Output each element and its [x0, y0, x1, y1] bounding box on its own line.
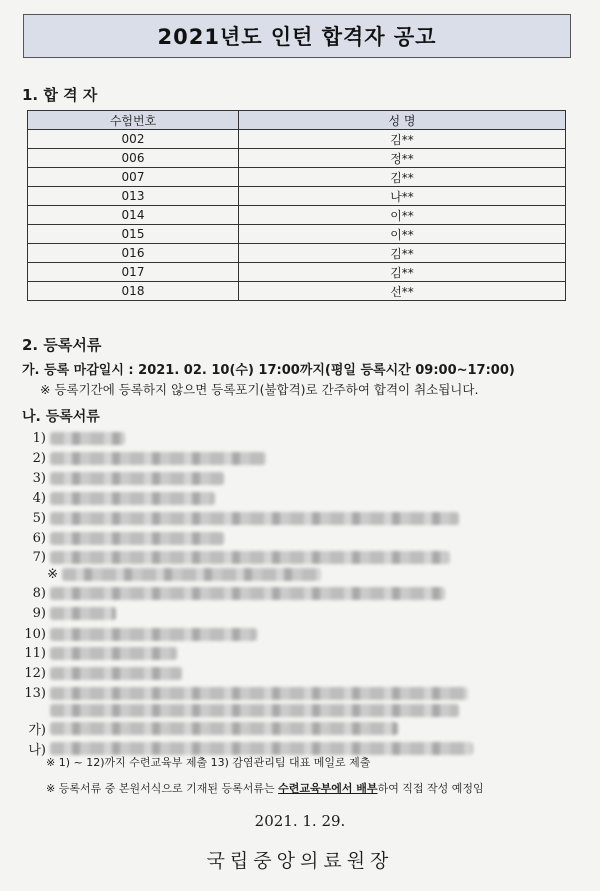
redacted-text	[50, 742, 473, 755]
document-item-number: 13)	[24, 685, 46, 701]
redacted-text	[50, 452, 266, 465]
document-item	[18, 626, 257, 642]
redacted-text	[50, 647, 177, 660]
name-cell: 정**	[239, 149, 566, 168]
document-item-number: 9)	[32, 605, 46, 621]
notice-date: 2021. 1. 29.	[254, 812, 346, 830]
section1-heading: 1. 합 격 자	[22, 86, 98, 104]
table-row	[28, 244, 566, 263]
redacted-text	[50, 667, 182, 680]
exam-number-cell: 013	[28, 187, 239, 206]
exam-number-cell: 015	[28, 225, 239, 244]
redacted-text	[62, 568, 321, 581]
document-item-number: 나)	[28, 742, 46, 758]
table-row	[28, 149, 566, 168]
exam-number-cell: 002	[28, 130, 239, 149]
document-item	[18, 430, 125, 446]
document-item	[18, 585, 445, 601]
table-row	[28, 263, 566, 282]
table-row	[28, 225, 566, 244]
exam-number-cell: 007	[28, 168, 239, 187]
document-item	[18, 720, 398, 736]
section2-heading: 2. 등록서류	[22, 336, 102, 354]
name-cell: 김**	[239, 263, 566, 282]
redacted-text	[50, 432, 125, 445]
document-item-number: 가)	[28, 722, 46, 738]
document-item	[30, 566, 321, 582]
document-item	[18, 470, 224, 486]
document-item	[18, 702, 459, 718]
submission-note: ※ 1) ~ 12)까지 수련교육부 제출 13) 감염관리팀 대표 메일로 제출	[46, 756, 371, 769]
redacted-text	[50, 512, 459, 525]
name-cell: 선**	[239, 282, 566, 301]
notice-title: 2021년도 인턴 합격자 공고	[157, 25, 437, 49]
exam-number-cell: 016	[28, 244, 239, 263]
redacted-text	[50, 532, 224, 545]
document-item-number: 4)	[32, 490, 46, 506]
document-item-number: 10)	[24, 626, 46, 642]
redacted-text	[50, 551, 450, 564]
name-cell: 이**	[239, 206, 566, 225]
redacted-text	[50, 587, 445, 600]
document-item-number: 5)	[32, 510, 46, 526]
document-item-number: 6)	[32, 530, 46, 546]
document-item-number: 8)	[32, 585, 46, 601]
exam-number-cell: 006	[28, 149, 239, 168]
form-note-emphasis: 수련교육부에서 배부	[278, 782, 378, 795]
form-note-post: 하여 직접 작성 예정임	[377, 782, 484, 795]
name-cell: 김**	[239, 130, 566, 149]
name-cell: 김**	[239, 244, 566, 263]
document-item	[18, 645, 177, 661]
document-item	[18, 549, 450, 565]
passers-table	[27, 110, 566, 301]
document-item-number: 1)	[32, 430, 46, 446]
document-item	[18, 530, 224, 546]
table-row	[28, 130, 566, 149]
documents-heading: 나. 등록서류	[22, 409, 100, 425]
table-row	[28, 168, 566, 187]
document-item-number: ※	[47, 566, 58, 582]
redacted-text	[50, 472, 224, 485]
table-row	[28, 206, 566, 225]
document-item	[18, 665, 182, 681]
exam-number-cell: 014	[28, 206, 239, 225]
document-item-number: 3)	[32, 470, 46, 486]
table-row	[28, 187, 566, 206]
deadline-note: ※ 등록기간에 등록하지 않으면 등록포기(불합격)로 간주하여 합격이 취소됩니다.	[40, 382, 479, 397]
name-cell: 이**	[239, 225, 566, 244]
table-header-row	[28, 111, 566, 130]
redacted-text	[50, 628, 257, 641]
notice-title-box	[23, 14, 571, 58]
redacted-text	[50, 687, 468, 700]
exam-number-cell: 018	[28, 282, 239, 301]
document-item	[18, 605, 116, 621]
table-row	[28, 282, 566, 301]
document-item-number: 12)	[24, 665, 46, 681]
exam-number-cell: 017	[28, 263, 239, 282]
document-item-number: 11)	[24, 645, 46, 661]
document-item	[18, 510, 459, 526]
document-item-number: 2)	[32, 450, 46, 466]
document-item	[18, 685, 468, 701]
column-header-name: 성 명	[239, 111, 566, 130]
column-header-exam-number: 수험번호	[28, 111, 239, 130]
name-cell: 김**	[239, 168, 566, 187]
form-note	[46, 780, 484, 796]
redacted-text	[50, 704, 459, 717]
registration-deadline: 가. 등록 마감일시 : 2021. 02. 10(수) 17:00까지(평일 등록시간 09:00~17:00)	[22, 363, 515, 378]
redacted-text	[50, 492, 215, 505]
form-note-pre: ※ 등록서류 중 본원서식으로 기재된 등록서류는	[46, 782, 279, 795]
name-cell: 나**	[239, 187, 566, 206]
document-item	[18, 450, 266, 466]
document-item-number: 7)	[32, 549, 46, 565]
redacted-text	[50, 607, 116, 620]
document-item	[18, 490, 215, 506]
redacted-text	[50, 722, 398, 735]
issuing-organization: 국립중앙의료원장	[206, 850, 394, 872]
